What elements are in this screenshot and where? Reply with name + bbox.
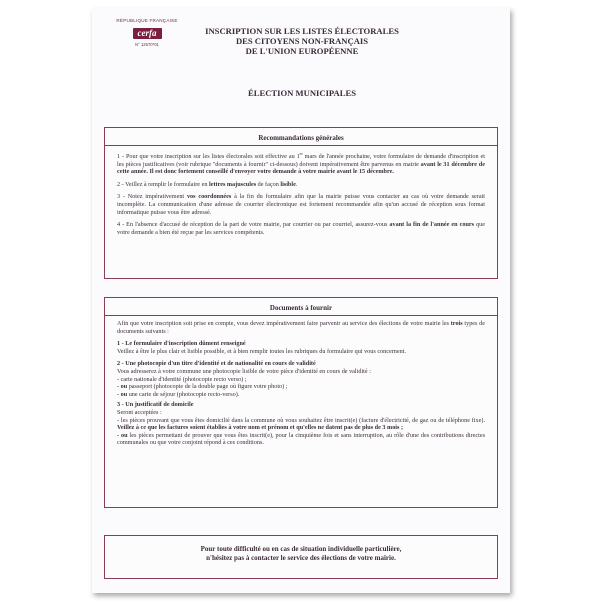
- recommandation-4: 4 - En l'absence d'accusé de réception de la part de votre mairie, par courrier ou par courriel, assurez-vous avant la fin de l'année en cours que votre demande a bien été reçue par les services compétents.: [117, 221, 485, 236]
- documents-intro: Afin que votre inscription soit prise en compte, vous devez impérativement faire parvenir au service des élections de votre mairie les trois types de documents suivants :: [117, 320, 486, 335]
- page-subtitle: ÉLECTION MUNICIPALES: [248, 88, 356, 98]
- republique-label: RÉPUBLIQUE FRANÇAISE: [116, 18, 178, 23]
- title-line-3: DE L'UNION EUROPÉENNE: [245, 46, 359, 56]
- list-item: - ou passeport (photocopie de la double page où figure votre photo) ;: [117, 383, 288, 391]
- recommandation-1: 1 - Pour que votre inscription sur les listes électorales soit effective au 1er mars de l'année prochaine, votre formulaire de demande d'inscription et les pièces justificatives (voir rubrique "documents à fournir" ci-dessous) doivent impérativement être parvenus en mairie avant le 31 décembre de cette année. Il est donc fortement conseillé d'envoyer votre demande à votre mairie avant le 15 décembre.: [117, 151, 485, 176]
- cerfa-logo: [112, 18, 182, 47]
- recommandation-3: 3 - Notez impérativement vos coordonnées à la fin du formulaire afin que la mairie puisse vous contacter au cas où votre demande serait incomplète. La communication d'une adresse de courrier électronique est fortement recommandée afin qu'un accusé de réception sous format informatique puisse vous être adressé.: [117, 193, 485, 216]
- footer-box: [104, 535, 498, 579]
- cerfa-badge: cerfa: [133, 28, 162, 39]
- page-title: [192, 26, 412, 56]
- recommandations-box: [104, 127, 498, 279]
- section-2-title: 2 - Une photocopie d'un titre d'identité et de nationalité en cours de validité: [117, 360, 316, 368]
- form-sheet: [92, 8, 510, 593]
- title-line-1: INSCRIPTION SUR LES LISTES ÉLECTORALES: [205, 26, 399, 36]
- documents-title: Documents à fournir: [269, 304, 333, 312]
- footer-line-2: n'hésitez pas à contacter le service des élections de votre mairie.: [206, 554, 396, 562]
- cerfa-number: N° 12670*01: [135, 42, 159, 47]
- section-3-intro: Seront acceptées :: [117, 408, 162, 416]
- footer-line-1: Pour toute difficulté ou en cas de situation individuelle particulière,: [200, 545, 402, 553]
- section-2-intro: Vous adresserez à votre commune une photocopie lisible de votre pièce d'identité en cours de validité :: [117, 367, 371, 375]
- section-1-text: Veillez à être le plus clair et lisible possible, et à bien remplir toutes les rubriques du formulaire qui vous concernent.: [117, 347, 407, 355]
- list-item: - les pièces prouvant que vous êtes domicilié dans la commune où vous souhaitez être inscrit(e) (facture d'électricité, de gaz ou de téléphone fixe). Veillez à ce que les factures soient établies à votre nom et prénom et qu'elles ne datent pas de plus de 3 mois ;: [117, 416, 485, 432]
- list-item: - ou une carte de séjour (photocopie recto-verso).: [117, 390, 240, 398]
- list-item: - ou les pièces permettant de prouver que vous êtes inscrit(e), pour la cinquième fois et sans interruption, au rôle d'une des contributions directes communales ou que votre conjoint répond à ces conditions.: [117, 431, 485, 447]
- recommandations-title: Recommandations générales: [258, 134, 344, 142]
- title-line-2: DES CITOYENS NON-FRANÇAIS: [235, 36, 369, 46]
- recommandation-2: 2 - Veillez à remplir le formulaire en lettres majuscules de façon lisible.: [117, 180, 298, 188]
- list-item: - carte nationale d'identité (photocopie recto verso) ;: [117, 375, 247, 383]
- section-1-title: 1 - Le formulaire d'inscription dûment renseigné: [117, 340, 246, 348]
- section-3-title: 3 - Un justificatif de domicile: [117, 401, 194, 409]
- documents-box: [104, 297, 498, 508]
